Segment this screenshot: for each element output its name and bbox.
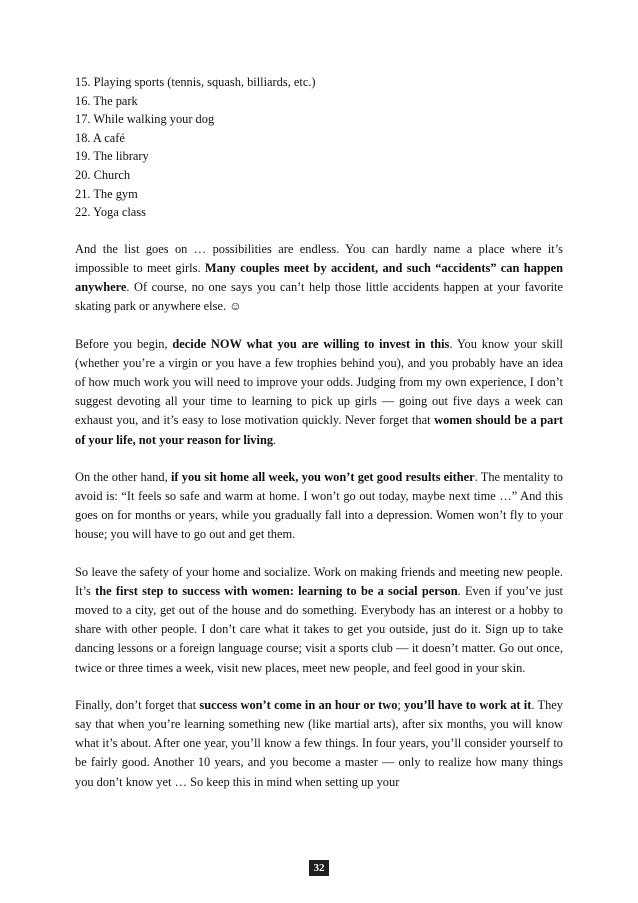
list-item: 17. While walking your dog — [75, 112, 215, 127]
list-item: 20. Church — [75, 167, 131, 182]
paragraph-emphasis: the first step to success with women: learning to be a social person — [95, 583, 458, 598]
list-item: 18. A café — [75, 130, 125, 145]
paragraph-text: . The mentality to avoid is: “It feels so safe and warm at home. I won’t go out today, maybe next time …” And this goes on for months or years, while you gradually fall into a depression. Women won’t fly to your house; you will have to go out and get them. — [75, 469, 563, 542]
list-item: 16. The park — [75, 93, 138, 108]
paragraph-emphasis: if you sit home all week, you won’t get good results either — [170, 469, 475, 484]
paragraph-text: And the list goes on … possibilities are endless. You can hardly name a place where it’s impossible to meet girls. — [75, 241, 563, 275]
paragraph-text: . You know your skill (whether you’re a virgin or you have a few trophies behind you), and you probably have an idea of how much work you will need to improve your odds. Judging from my own experience, I don’t suggest devoting all your time to learning to pick up girls — going out five days a week can exhaust you, and it’s easy to lose motivation quickly. Never forget that — [75, 336, 563, 428]
page-number: 32 — [309, 860, 329, 876]
paragraph-socialize — [75, 563, 563, 678]
page-content — [75, 73, 563, 792]
paragraph-text: Finally, don’t forget that — [75, 697, 200, 712]
paragraph-text: On the other hand, — [75, 469, 171, 484]
paragraph-text: . Even if you’ve just moved to a city, get out of the house and do something. Everybody has an interest or a hobby to share with other people. I don’t care what it takes to get you outside, just do it. Sign up to take dancing lessons or a foreign language course; visit a sports club — it doesn’t matter. Go out once, twice or three times a week, visit new places, meet new people, and feel good in your skin. — [75, 583, 563, 675]
list-item: 22. Yoga class — [75, 205, 146, 220]
paragraph-text: So leave the safety of your home and socialize. Work on making friends and meeting new people. It’s — [75, 564, 563, 598]
paragraph-emphasis: success won’t come in an hour or two — [199, 697, 398, 712]
paragraph-finally — [75, 696, 563, 792]
paragraph-text: . — [273, 432, 277, 447]
list-item: 15. Playing sports (tennis, squash, billiards, etc.) — [75, 75, 316, 89]
paragraph-text: ; — [397, 697, 405, 712]
paragraph-emphasis: you’ll have to work at it — [404, 697, 532, 712]
paragraph-text: Before you begin, — [75, 336, 173, 351]
list-item: 19. The library — [75, 149, 149, 164]
paragraph-text: . They say that when you’re learning something new (like martial arts), after six months, you will know what it’s about. After one year, you’ll know a few things. In four years, you’ll consider yourself to be fairly good. Another 10 years, and you become a master — only to realize how many things you don’t know yet … So keep this in mind when setting up your — [75, 697, 563, 789]
paragraph-emphasis: Many couples meet by accident, and such “accidents” can happen anywhere — [75, 260, 563, 295]
paragraph-emphasis: decide NOW what you are willing to invest in this — [172, 336, 450, 351]
paragraph-list-goes-on — [75, 240, 563, 317]
paragraph-before-you-begin — [75, 335, 563, 450]
list-item: 21. The gym — [75, 186, 138, 201]
paragraph-text: . Of course, no one says you can’t help those little accidents happen at your favorite skating park or anywhere else. ☺ — [75, 280, 563, 314]
places-list — [75, 73, 563, 222]
paragraph-emphasis: women should be a part of your life, not your reason for living — [75, 413, 563, 447]
paragraph-other-hand — [75, 468, 563, 545]
